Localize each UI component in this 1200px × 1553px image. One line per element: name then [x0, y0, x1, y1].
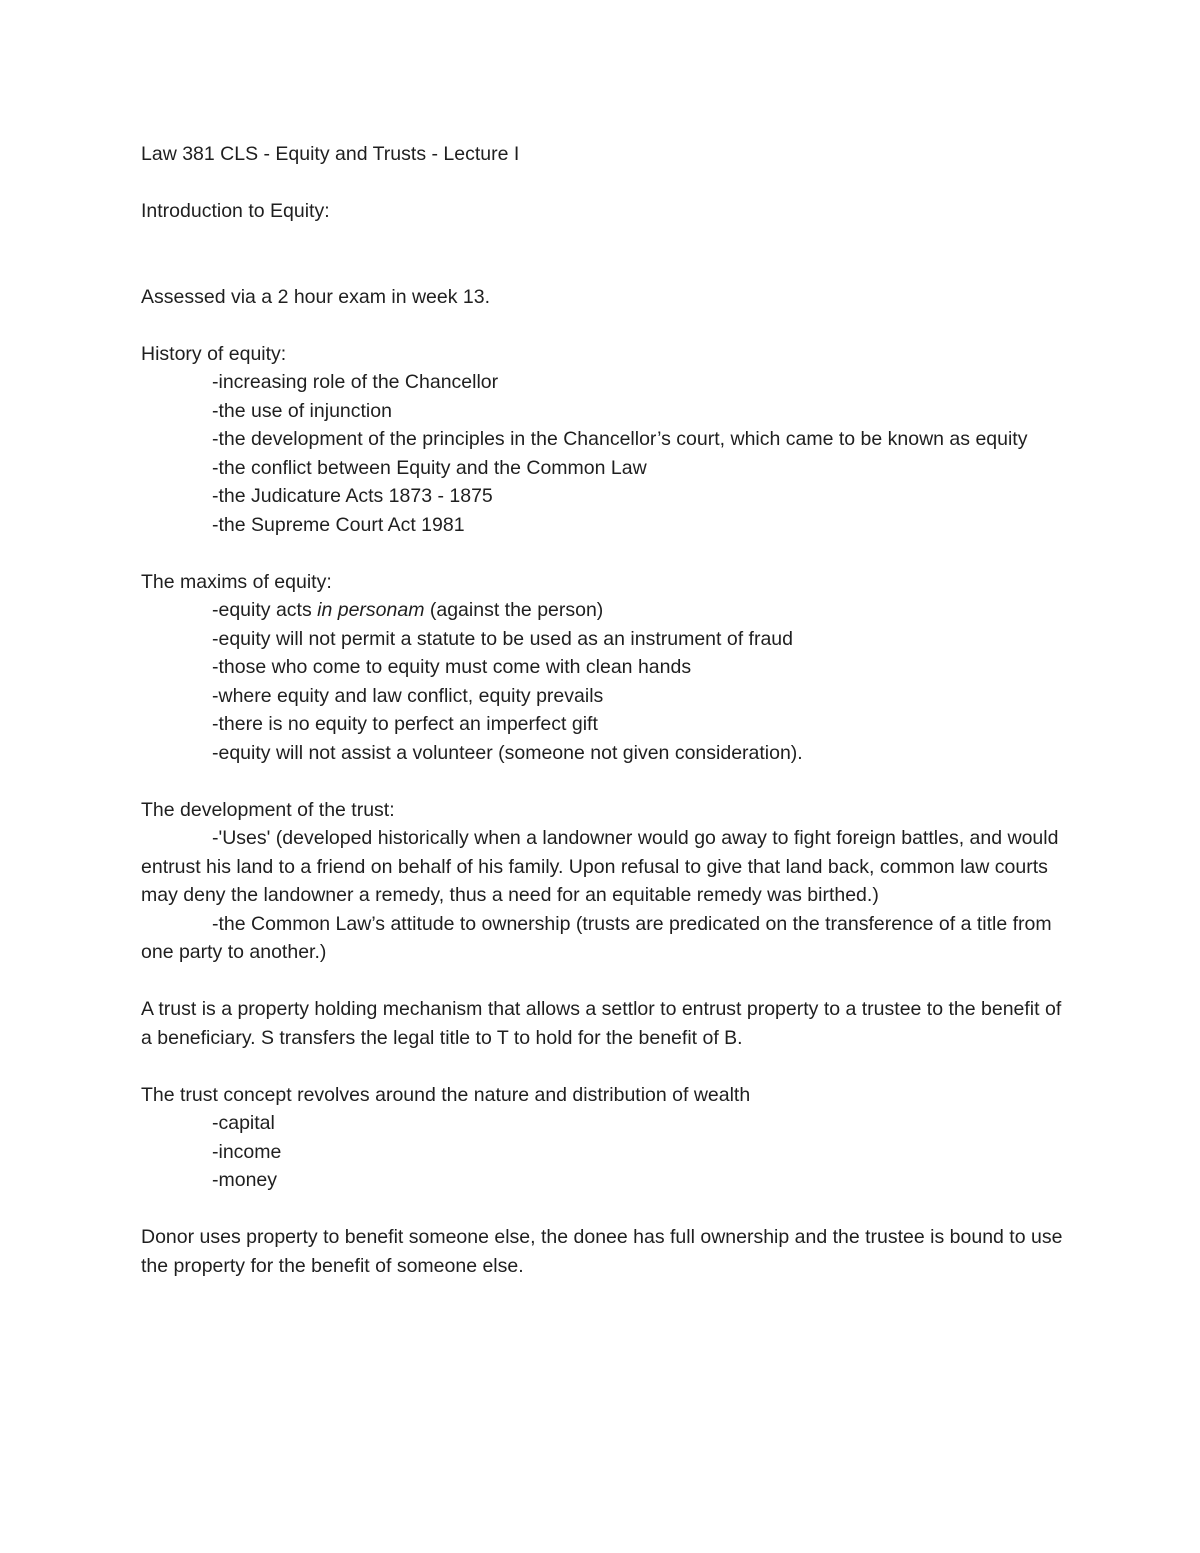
uses-paragraph: -'Uses' (developed historically when a landowner would go away to fight foreign battles, and would entrust his land to a friend on behalf of his family. Upon refusal to give that land back, common law courts may deny the landowner a remedy, thus a need for an equitable remedy was birthed.) [141, 827, 1059, 906]
history-item: -the conflict between Equity and the Common Law [212, 456, 647, 479]
maxim-item: -there is no equity to perfect an imperfect gift [212, 713, 598, 735]
spacer [141, 169, 1066, 198]
spacer [141, 311, 1066, 340]
maxim-item-suffix: (against the person) [424, 599, 604, 621]
wealth-item: -capital [212, 1112, 275, 1134]
history-heading: History of equity: [141, 342, 287, 365]
maxims-heading: The maxims of equity: [141, 570, 332, 593]
donor-paragraph: Donor uses property to benefit someone else, the donee has full ownership and the trustee is bound to use the property for the benefit of someone else. [141, 1226, 1063, 1277]
maxim-item: -those who come to equity must come with clean hands [212, 656, 692, 678]
maxim-item: -equity will not assist a volunteer (someone not given consideration). [212, 741, 803, 764]
spacer [141, 1195, 1066, 1224]
spacer [141, 1052, 1066, 1081]
spacer [141, 967, 1066, 996]
trust-definition-paragraph: A trust is a property holding mechanism that allows a settlor to entrust property to a trustee to the benefit of a beneficiary. S transfers the legal title to T to hold for the benefit of B. [141, 998, 1062, 1049]
wealth-item: -income [212, 1140, 282, 1163]
spacer [141, 226, 1066, 283]
history-item: -increasing role of the Chancellor [212, 371, 499, 393]
history-item: -the Judicature Acts 1873 - 1875 [212, 485, 493, 507]
maxim-item [141, 596, 1066, 625]
common-law-paragraph: -the Common Law’s attitude to ownership (trusts are predicated on the transference of a title from one party to another.) [141, 912, 1052, 963]
maxim-item: -where equity and law conflict, equity prevails [212, 684, 604, 707]
wealth-heading: The trust concept revolves around the nature and distribution of wealth [141, 1083, 751, 1106]
history-item: -the development of the principles in the Chancellor’s court, which came to be known as equity [212, 428, 1028, 450]
maxim-item: -equity will not permit a statute to be used as an instrument of fraud [212, 627, 793, 650]
wealth-item: -money [212, 1169, 278, 1191]
maxim-item-prefix: -equity acts [212, 599, 318, 621]
spacer [141, 767, 1066, 796]
history-item: -the Supreme Court Act 1981 [212, 513, 465, 536]
history-item: -the use of injunction [212, 399, 392, 422]
section-subtitle: Introduction to Equity: [141, 200, 330, 222]
document-title: Law 381 CLS - Equity and Trusts - Lecture I [141, 143, 520, 165]
document-page [141, 140, 1066, 1280]
spacer [141, 539, 1066, 568]
trust-development-heading: The development of the trust: [141, 798, 395, 821]
maxim-item-italic: in personam [317, 599, 425, 621]
assessment-text: Assessed via a 2 hour exam in week 13. [141, 285, 491, 308]
